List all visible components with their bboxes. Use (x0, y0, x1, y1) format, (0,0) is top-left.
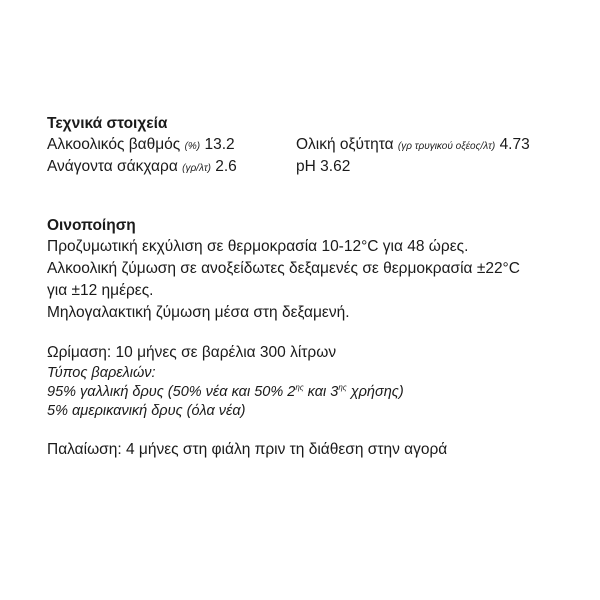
spec-acidity-label: Ολική οξύτητα (296, 136, 394, 153)
spec-alcohol-value: 13.2 (204, 136, 235, 153)
vinification-line-4: Μηλογαλακτική ζύμωση μέσα στη δεξαμενή. (47, 304, 350, 321)
barrel-american-oak: 5% αμερικανική δρυς (όλα νέα) (47, 403, 246, 419)
vinification-line-1: Προζυμωτική εκχύλιση σε θερμοκρασία 10-12°C για 48 ώρες. (47, 238, 469, 255)
barrel-french-oak (47, 383, 577, 402)
spec-sugars (47, 156, 237, 180)
spec-ph (296, 156, 350, 178)
spec-sugars-label: Ανάγοντα σάκχαρα (47, 158, 178, 175)
spec-ph-label: pH (296, 158, 316, 175)
bottle-aging-line: Παλαίωση: 4 μήνες στη φιάλη πριν τη διάθεση στην αγορά (47, 441, 448, 458)
spec-ph-value: 3.62 (320, 158, 351, 175)
spec-acidity-value: 4.73 (499, 136, 530, 153)
barrel-type-label: Τύπος βαρελιών: (47, 365, 156, 381)
ordinal-sup-1: ης (295, 383, 304, 392)
ordinal-sup-2: ης (338, 383, 347, 392)
spec-sugars-unit: (γρ/λτ) (182, 163, 211, 174)
vinification-section (47, 216, 577, 461)
spec-acidity (296, 134, 530, 158)
spec-acidity-unit: (γρ τρυγικού οξέος/λτ) (397, 141, 496, 152)
vinification-line-2: Αλκοολική ζύμωση σε ανοξείδωτες δεξαμενές σε θερμοκρασία ±22°C (47, 260, 520, 277)
barrel-french-post: χρήσης) (346, 384, 404, 400)
vinification-line-3: για ±12 ημέρες. (47, 282, 154, 299)
vinification-heading: Οινοποίηση (47, 217, 136, 234)
spec-alcohol-label: Αλκοολικός βαθμός (47, 136, 181, 153)
barrel-french-mid: και 3 (303, 384, 339, 400)
spec-alcohol-unit: (%) (184, 141, 201, 152)
technical-heading: Τεχνικά στοιχεία (47, 115, 168, 132)
barrel-french-pre: 95% γαλλική δρυς (50% νέα και 50% 2 (47, 384, 296, 400)
maturation-line: Ωρίμαση: 10 μήνες σε βαρέλια 300 λίτρων (47, 344, 337, 361)
wine-tech-sheet (47, 114, 577, 461)
spec-alcohol (47, 134, 235, 158)
technical-specs (47, 134, 577, 178)
spec-sugars-value: 2.6 (215, 158, 237, 175)
